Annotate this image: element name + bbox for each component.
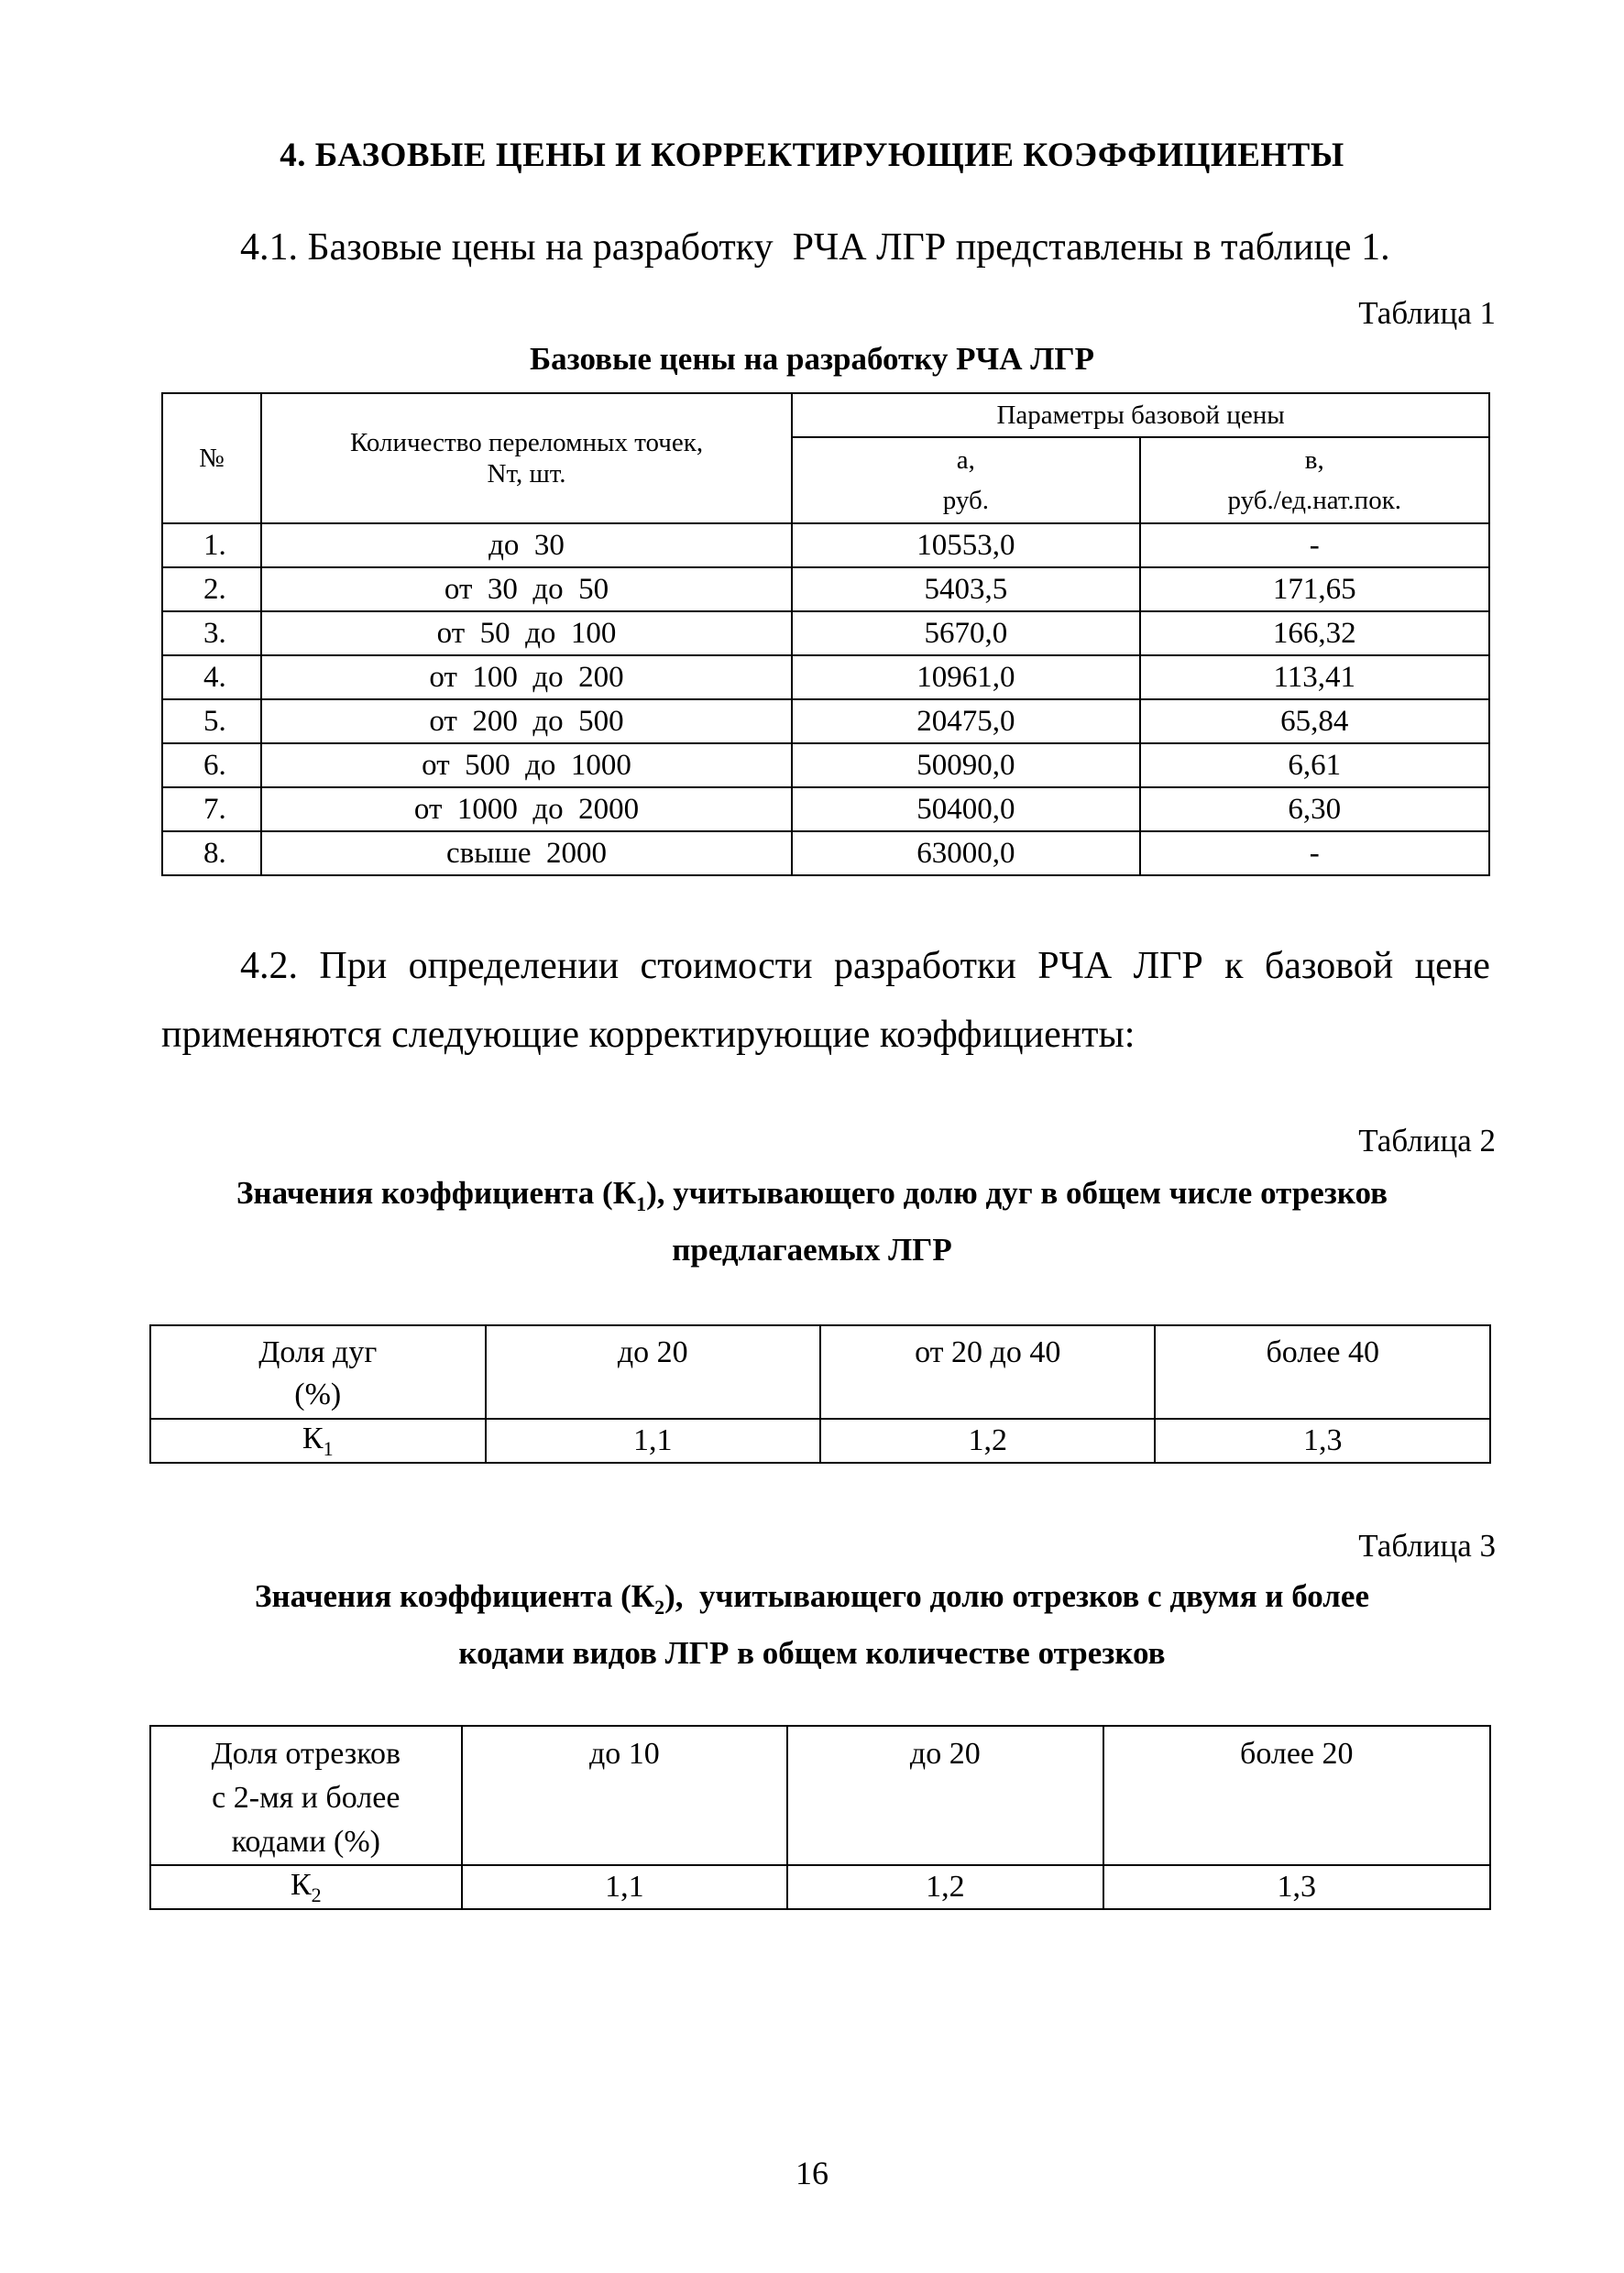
- k1-coefficient-table: [149, 1324, 1491, 1464]
- k2-header-share-line2: с 2-мя и более: [212, 1781, 401, 1815]
- paragraph-word: цене: [1414, 945, 1490, 987]
- table1-caption: Базовые цены на разработку РЧА ЛГР: [529, 341, 1094, 377]
- table3-caption-line1: Значения коэффициента $(К_2)$, учитывающего долю отрезков с двумя и более: [255, 1578, 1369, 1619]
- row-price-b: 171,65: [1140, 567, 1489, 611]
- paragraph-word: разработки: [833, 945, 1016, 987]
- k1-header-col2: от 20 до 40: [820, 1325, 1155, 1419]
- header-a: [792, 437, 1139, 523]
- table-row: [162, 831, 1489, 875]
- k1-header-share-line2: (%): [294, 1378, 342, 1411]
- table3-label: Таблица 3: [1358, 1528, 1496, 1564]
- paragraph-word: При: [319, 945, 388, 987]
- table-row: [162, 787, 1489, 831]
- header-points-line2: Nт, шт.: [487, 459, 566, 489]
- row-price-a: 5670,0: [792, 611, 1139, 655]
- k2-label: [150, 1865, 462, 1909]
- row-range: до 30: [261, 523, 792, 567]
- paragraph-4-1: 4.1. Базовые цены на разработку РЧА ЛГР представлены в таблице 1.: [240, 226, 1390, 269]
- row-price-a: 10553,0: [792, 523, 1139, 567]
- row-range: от 500 до 1000: [261, 743, 792, 787]
- header-num: №: [162, 393, 261, 523]
- row-num: 2.: [162, 567, 261, 611]
- table-header-row: [150, 1726, 1490, 1865]
- row-price-a: 10961,0: [792, 655, 1139, 699]
- header-points-line1: Количество переломных точек,: [349, 428, 704, 457]
- table-row: [162, 743, 1489, 787]
- table2-caption: [0, 1170, 1624, 1273]
- row-num: 5.: [162, 699, 261, 743]
- k2-value-1: 1,1: [462, 1865, 787, 1909]
- row-price-a: 50400,0: [792, 787, 1139, 831]
- table1-label: Таблица 1: [1358, 295, 1496, 331]
- header-a-line1: а,: [956, 445, 975, 475]
- table3-caption: [0, 1574, 1624, 1676]
- table-row: [162, 699, 1489, 743]
- k2-label-letter: К: [290, 1867, 312, 1902]
- k2-value-3: 1,3: [1103, 1865, 1490, 1909]
- k1-value-1: 1,1: [486, 1419, 820, 1463]
- table-row: [162, 611, 1489, 655]
- k1-label-sub: 1: [323, 1436, 334, 1460]
- row-range: от 50 до 100: [261, 611, 792, 655]
- k1-header-share: [150, 1325, 486, 1419]
- header-points: [261, 393, 792, 523]
- k2-header-share-line3: кодами (%): [231, 1825, 380, 1859]
- header-b-line2: руб./ед.нат.пок.: [1227, 486, 1402, 515]
- k2-header-col1: до 10: [462, 1726, 787, 1865]
- paragraph-4-2-line2: применяются следующие корректирующие коэффициенты:: [161, 1014, 1136, 1056]
- row-price-b: 6,61: [1140, 743, 1489, 787]
- row-range: свыше 2000: [261, 831, 792, 875]
- k2-header-col3: более 20: [1103, 1726, 1490, 1865]
- page-number: 16: [796, 2155, 828, 2191]
- k2-header-share: [150, 1726, 462, 1865]
- row-num: 4.: [162, 655, 261, 699]
- row-price-b: -: [1140, 523, 1489, 567]
- k1-value-3: 1,3: [1155, 1419, 1490, 1463]
- k2-coefficient-table: [149, 1725, 1491, 1910]
- paragraph-4-2-line1: [240, 944, 1490, 988]
- k2-value-2: 1,2: [787, 1865, 1103, 1909]
- table-row: [162, 567, 1489, 611]
- header-b-line1: в,: [1304, 445, 1324, 475]
- table1-body: [162, 523, 1489, 875]
- table-header-row: [162, 393, 1489, 437]
- paragraph-word: базовой: [1264, 945, 1394, 987]
- section-title: 4. БАЗОВЫЕ ЦЕНЫ И КОРРЕКТИРУЮЩИЕ КОЭФФИЦИЕНТЫ: [280, 137, 1344, 174]
- k1-header-col3: более 40: [1155, 1325, 1490, 1419]
- k1-label-letter: К: [302, 1421, 324, 1455]
- paragraph-word: РЧА: [1037, 945, 1113, 987]
- row-price-b: -: [1140, 831, 1489, 875]
- row-price-a: 63000,0: [792, 831, 1139, 875]
- row-num: 3.: [162, 611, 261, 655]
- k2-header-col2: до 20: [787, 1726, 1103, 1865]
- paragraph-word: ЛГР: [1133, 945, 1203, 987]
- row-range: от 100 до 200: [261, 655, 792, 699]
- header-a-line2: руб.: [942, 486, 989, 515]
- row-range: от 30 до 50: [261, 567, 792, 611]
- paragraph-word: к: [1224, 945, 1244, 987]
- row-price-a: 20475,0: [792, 699, 1139, 743]
- row-num: 8.: [162, 831, 261, 875]
- paragraph-word: стоимости: [640, 945, 813, 987]
- row-num: 6.: [162, 743, 261, 787]
- table2-caption-line2: предлагаемых ЛГР: [672, 1232, 952, 1268]
- paragraph-word: определении: [408, 945, 620, 987]
- k2-header-share-line1: Доля отрезков: [211, 1737, 401, 1771]
- k2-label-sub: 2: [311, 1883, 322, 1906]
- base-price-table: [161, 392, 1490, 876]
- table-row: [150, 1865, 1490, 1909]
- row-price-b: 166,32: [1140, 611, 1489, 655]
- k1-value-2: 1,2: [820, 1419, 1155, 1463]
- table-row: [162, 655, 1489, 699]
- header-params: Параметры базовой цены: [792, 393, 1489, 437]
- table3-caption-line2: кодами видов ЛГР в общем количестве отрезков: [458, 1635, 1166, 1671]
- row-range: от 1000 до 2000: [261, 787, 792, 831]
- table-header-row: [150, 1325, 1490, 1419]
- row-range: от 200 до 500: [261, 699, 792, 743]
- table-row: [150, 1419, 1490, 1463]
- table2-caption-line1: Значения коэффициента $(К_1)$, учитывающего долю дуг в общем числе отрезков: [236, 1175, 1388, 1215]
- k1-label: [150, 1419, 486, 1463]
- table2-label: Таблица 2: [1358, 1123, 1496, 1158]
- paragraph-word: 4.2.: [240, 945, 298, 987]
- table-row: [162, 523, 1489, 567]
- row-price-b: 6,30: [1140, 787, 1489, 831]
- row-price-b: 113,41: [1140, 655, 1489, 699]
- row-price-b: 65,84: [1140, 699, 1489, 743]
- k1-header-share-line1: Доля дуг: [258, 1335, 378, 1369]
- row-price-a: 5403,5: [792, 567, 1139, 611]
- row-num: 1.: [162, 523, 261, 567]
- row-price-a: 50090,0: [792, 743, 1139, 787]
- row-num: 7.: [162, 787, 261, 831]
- k1-header-col1: до 20: [486, 1325, 820, 1419]
- header-b: [1140, 437, 1489, 523]
